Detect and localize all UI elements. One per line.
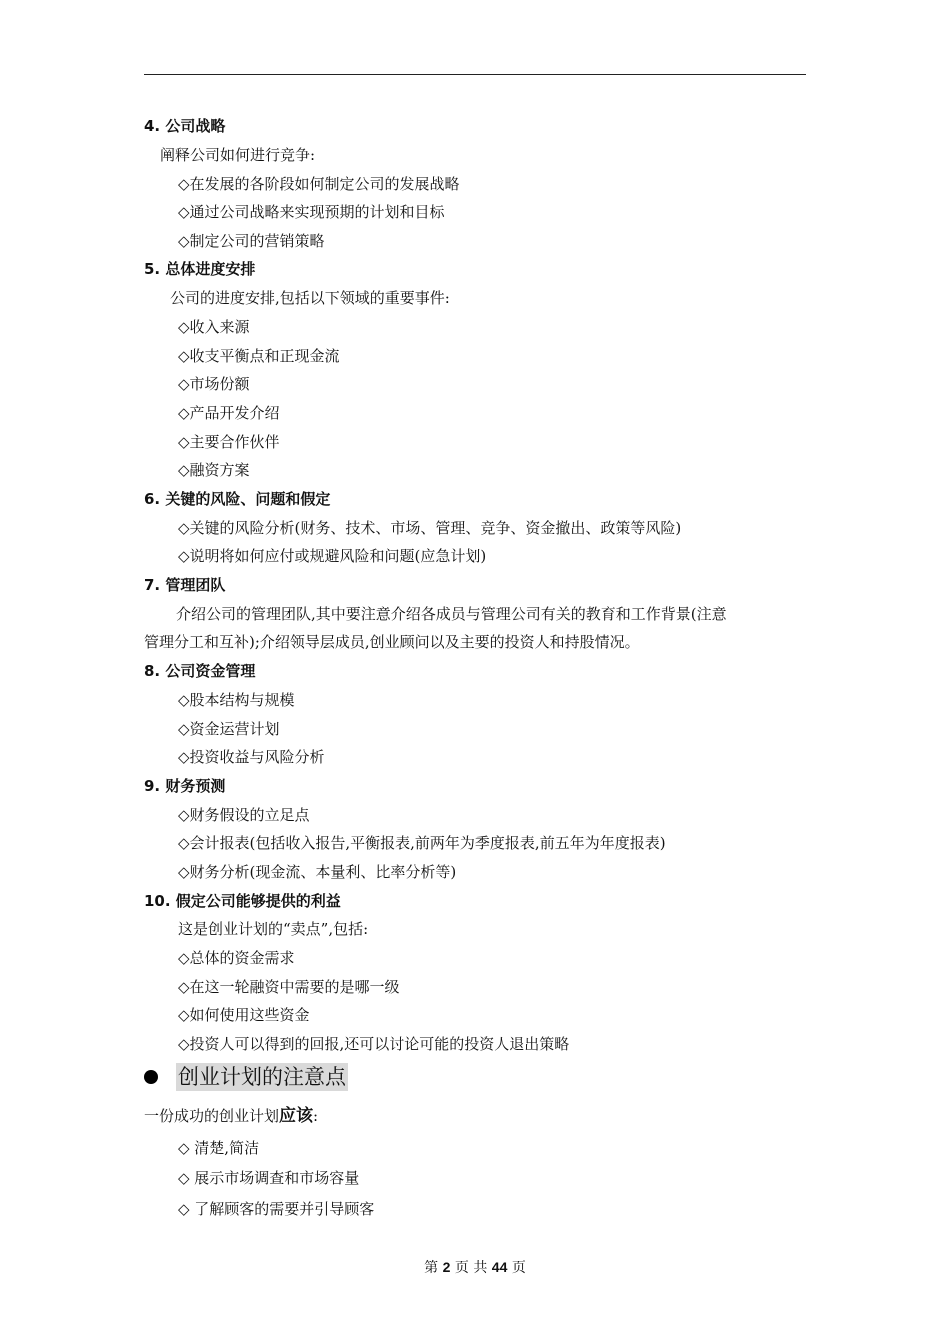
section-7-paragraph-line-1: 介绍公司的管理团队,其中要注意介绍各成员与管理公司有关的教育和工作背景(注意 — [176, 605, 727, 623]
list-item: ◇在发展的各阶段如何制定公司的发展战略 — [178, 175, 460, 193]
section-10-heading: 10. 假定公司能够提供的利益 — [144, 892, 341, 910]
list-item: ◇在这一轮融资中需要的是哪一级 — [178, 978, 400, 996]
section-10-intro: 这是创业计划的“卖点”,包括: — [178, 920, 369, 938]
list-item: ◇投资人可以得到的回报,还可以讨论可能的投资人退出策略 — [178, 1035, 570, 1053]
list-item: ◇产品开发介绍 — [178, 404, 280, 422]
list-item: ◇主要合作伙伴 — [178, 433, 280, 451]
notes-intro-emphasis: 应该 — [279, 1106, 314, 1126]
list-item: ◇资金运营计划 — [178, 720, 280, 738]
total-page-count: 44 — [491, 1259, 508, 1275]
section-8-heading: 8. 公司资金管理 — [144, 662, 256, 680]
list-item: ◇说明将如何应付或规避风险和问题(应急计划) — [178, 547, 487, 565]
section-4-intro: 阐释公司如何进行竞争: — [160, 146, 316, 164]
notes-intro — [144, 1104, 318, 1128]
footer-suffix: 页 — [511, 1260, 526, 1276]
header-rule — [144, 74, 806, 75]
current-page-number: 2 — [442, 1259, 451, 1275]
list-item: ◇财务分析(现金流、本量利、比率分析等) — [178, 863, 457, 881]
list-item: ◇通过公司战略来实现预期的计划和目标 — [178, 203, 445, 221]
list-item: ◇收入来源 — [178, 318, 250, 336]
section-5-intro: 公司的进度安排,包括以下领域的重要事件: — [170, 289, 450, 307]
list-item: ◇股本结构与规模 — [178, 691, 295, 709]
notes-title: 创业计划的注意点 — [178, 1065, 346, 1089]
notes-heading — [144, 1062, 348, 1092]
list-item: ◇ 了解顾客的需要并引导顾客 — [178, 1200, 375, 1218]
list-item: ◇总体的资金需求 — [178, 949, 295, 967]
list-item: ◇ 清楚,简洁 — [178, 1139, 260, 1157]
section-7-heading: 7. 管理团队 — [144, 576, 226, 594]
section-6-heading: 6. 关键的风险、问题和假定 — [144, 490, 331, 508]
list-item: ◇ 展示市场调查和市场容量 — [178, 1169, 360, 1187]
bullet-dot-icon — [144, 1070, 158, 1084]
section-7-paragraph-line-2: 管理分工和互补);介绍领导层成员,创业顾问以及主要的投资人和持股情况。 — [144, 633, 640, 651]
list-item: ◇收支平衡点和正现金流 — [178, 347, 340, 365]
list-item: ◇融资方案 — [178, 461, 250, 479]
list-item: ◇关键的风险分析(财务、技术、市场、管理、竞争、资金撤出、政策等风险) — [178, 519, 682, 537]
section-9-heading: 9. 财务预测 — [144, 777, 226, 795]
section-5-heading: 5. 总体进度安排 — [144, 260, 256, 278]
list-item: ◇会计报表(包括收入报告,平衡报表,前两年为季度报表,前五年为年度报表) — [178, 834, 666, 852]
page-footer — [0, 1257, 950, 1278]
list-item: ◇财务假设的立足点 — [178, 806, 310, 824]
notes-intro-text: 一份成功的创业计划 — [144, 1107, 280, 1125]
footer-middle: 页 共 — [454, 1260, 488, 1276]
section-4-heading: 4. 公司战略 — [144, 117, 226, 135]
footer-prefix: 第 — [424, 1260, 439, 1276]
list-item: ◇市场份额 — [178, 375, 250, 393]
list-item: ◇制定公司的营销策略 — [178, 232, 325, 250]
list-item: ◇如何使用这些资金 — [178, 1006, 310, 1024]
list-item: ◇投资收益与风险分析 — [178, 748, 325, 766]
notes-intro-colon: : — [313, 1107, 319, 1125]
